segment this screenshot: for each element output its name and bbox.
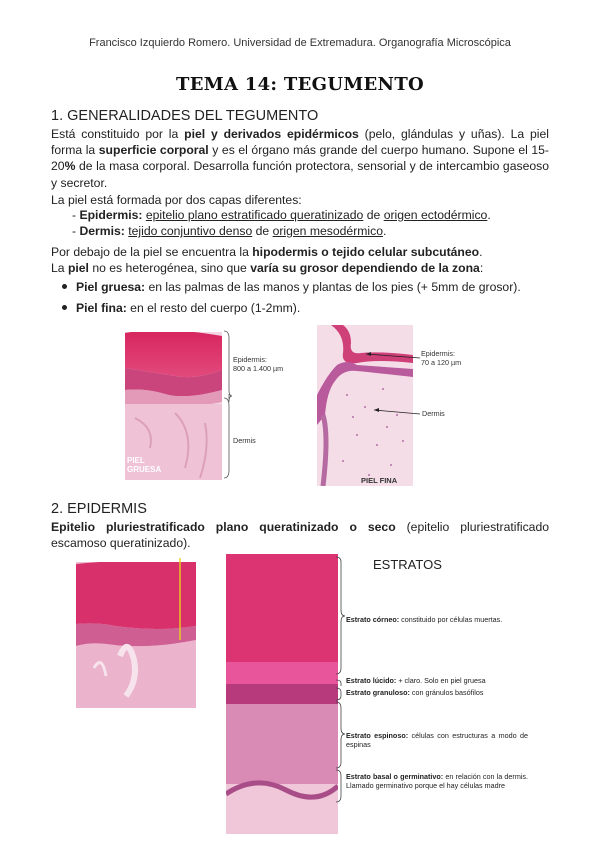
estrato-corneo: Estrato córneo: constituido por células muertas. [346,615,503,624]
paragraph-layers: La piel está formada por dos capas diferentes: [51,193,302,207]
section-heading-generalidades: 1. GENERALIDADES DEL TEGUMENTO [51,108,319,124]
bullet-piel-fina: Piel fina: en el resto del cuerpo (1-2mm). [62,301,300,315]
layer-epidermis: - Epidermis: epitelio plano estratificado queratinizado de origen ectodérmico. [72,208,491,222]
bullet-dot [62,305,67,310]
paragraph-intro: Está constituido por la piel y derivados epidérmicos (pelo, glándulas y uñas). La piel forma la superficie corporal y es el órgano más grande del cuerpo humano. Supone el 15-20% de la masa corporal. Desarrolla función protectora, sensorial y de intercambio gaseoso y secretor. [51,127,549,190]
histology-image-epidermis [76,556,196,708]
paragraph-epidermis: Epitelio pluriestratificado plano queratinizado o seco (epitelio pluriestratificado escamoso queratinizado). [51,520,550,551]
page-header: Francisco Izquierdo Romero. Universidad de Extremadura. Organografía Microscópica [89,37,511,49]
bullet-piel-gruesa: Piel gruesa: en las palmas de las manos y plantas de los pies (+ 5mm de grosor). [62,280,521,294]
figure-caption-piel-gruesa: PIEL GRUESA [127,456,162,474]
label-epidermis-fina: Epidermis: 70 a 120 µm [421,349,462,367]
estratos-title: ESTRATOS [373,557,442,572]
estrato-basal: Estrato basal o germinativo: en relación con la dermis. Llamado germinativo porque el hay células madre [346,772,528,790]
paragraph-grosor: La piel no es heterogénea, sino que varía su grosor dependiendo de la zona: [51,261,484,275]
page-title: TEMA 14: TEGUMENTO [176,74,424,95]
histology-drawing [76,556,196,708]
estrato-lucido: Estrato lúcido: + claro. Solo en piel gruesa [346,676,486,685]
label-dermis-gruesa: Dermis [233,436,256,445]
estrato-granuloso: Estrato granuloso: con gránulos basófilos [346,688,484,697]
bullet-dot [62,284,67,289]
section-heading-epidermis: 2. EPIDERMIS [51,501,147,517]
paragraph-hipodermis: Por debajo de la piel se encuentra la hipodermis o tejido celular subcutáneo. [51,245,483,259]
brace-lines-gruesa [222,330,234,480]
arrow-lines-fina [360,340,422,420]
label-dermis-fina: Dermis [422,409,445,418]
histology-image-estratos [226,554,338,834]
label-epidermis-gruesa: Epidermis: 800 a 1.400 µm [233,355,284,373]
estrato-espinoso: Estrato espinoso: células con estructuras a modo de espinas [346,731,528,749]
figure-caption-piel-fina: PIEL FINA [361,476,398,485]
histology-drawing [226,554,338,834]
layer-dermis: - Dermis: tejido conjuntivo denso de origen mesodérmico. [72,224,387,238]
